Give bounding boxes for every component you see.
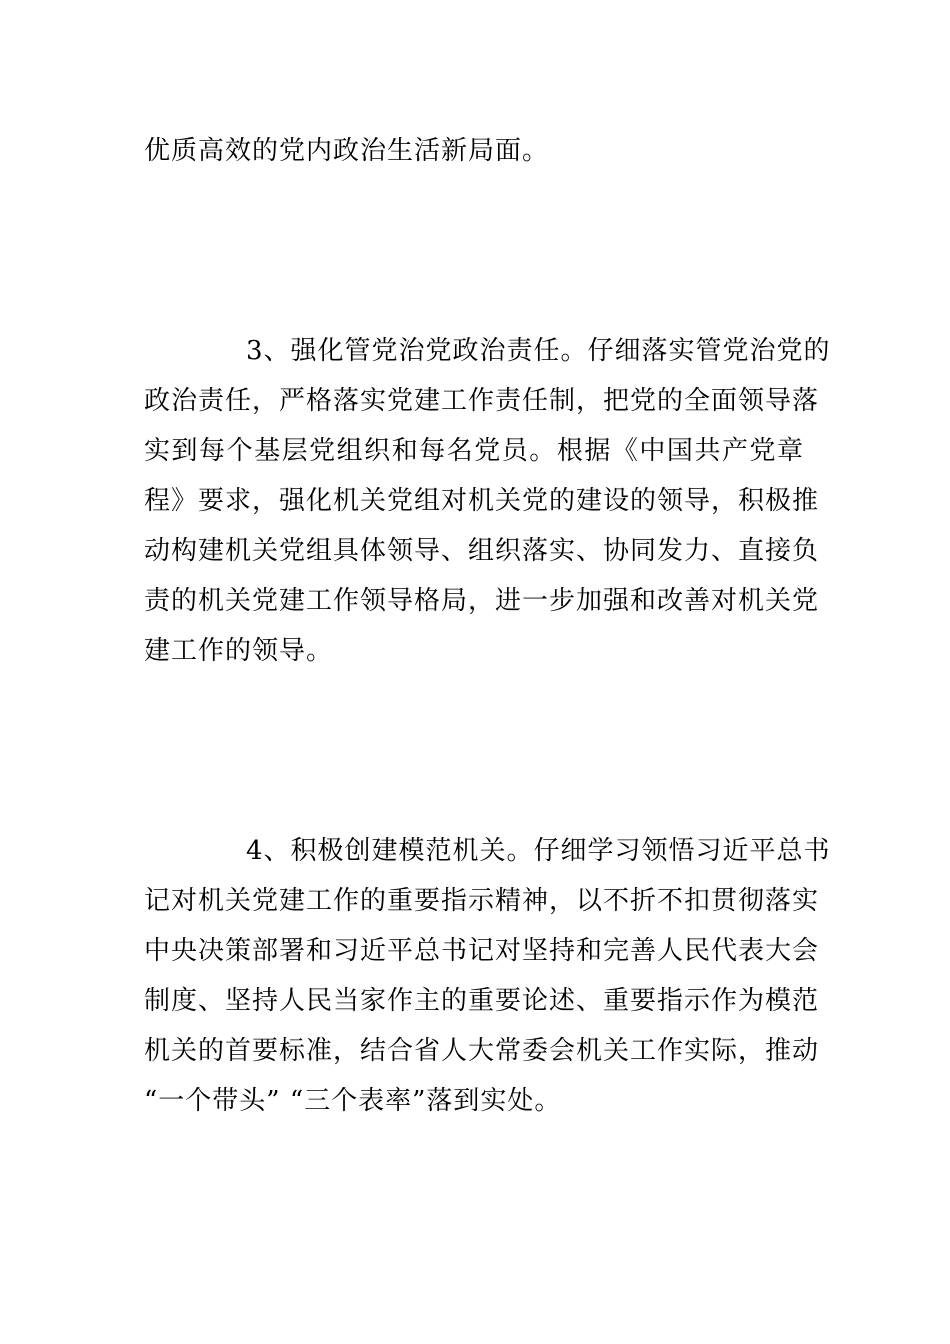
paragraph-3-line: 政治责任，严格落实党建工作责任制，把党的全面领导落 <box>144 386 820 416</box>
paragraph-3-line: 程》要求，强化机关党组对机关党的建设的领导，积极推 <box>144 486 820 516</box>
paragraph-4-line: 制度、坚持人民当家作主的重要论述、重要指示作为模范 <box>144 986 820 1016</box>
paragraph-3-line: 动构建机关党组具体领导、组织落实、协同发力、直接负 <box>144 536 820 566</box>
paragraph-fragment-line: 优质高效的党内政治生活新局面。 <box>144 136 550 166</box>
paragraph-4-line: 机关的首要标准，结合省人大常委会机关工作实际，推动 <box>144 1036 820 1066</box>
paragraph-3-line: 建工作的领导。 <box>144 636 334 666</box>
paragraph-3-line: 责的机关党建工作领导格局，进一步加强和改善对机关党 <box>144 586 820 616</box>
paragraph-4-line: 4、积极创建模范机关。仔细学习领悟习近平总书 <box>246 836 831 866</box>
paragraph-4-line: 记对机关党建工作的重要指示精神，以不折不扣贯彻落实 <box>144 886 820 916</box>
paragraph-4-line: “一个带头” “三个表率”落到实处。 <box>144 1086 562 1116</box>
paragraph-3-line: 3、强化管党治党政治责任。仔细落实管党治党的 <box>246 336 831 366</box>
paragraph-3-line: 实到每个基层党组织和每名党员。根据《中国共产党章 <box>144 436 804 466</box>
paragraph-4-line: 中央决策部署和习近平总书记对坚持和完善人民代表大会 <box>144 936 820 966</box>
